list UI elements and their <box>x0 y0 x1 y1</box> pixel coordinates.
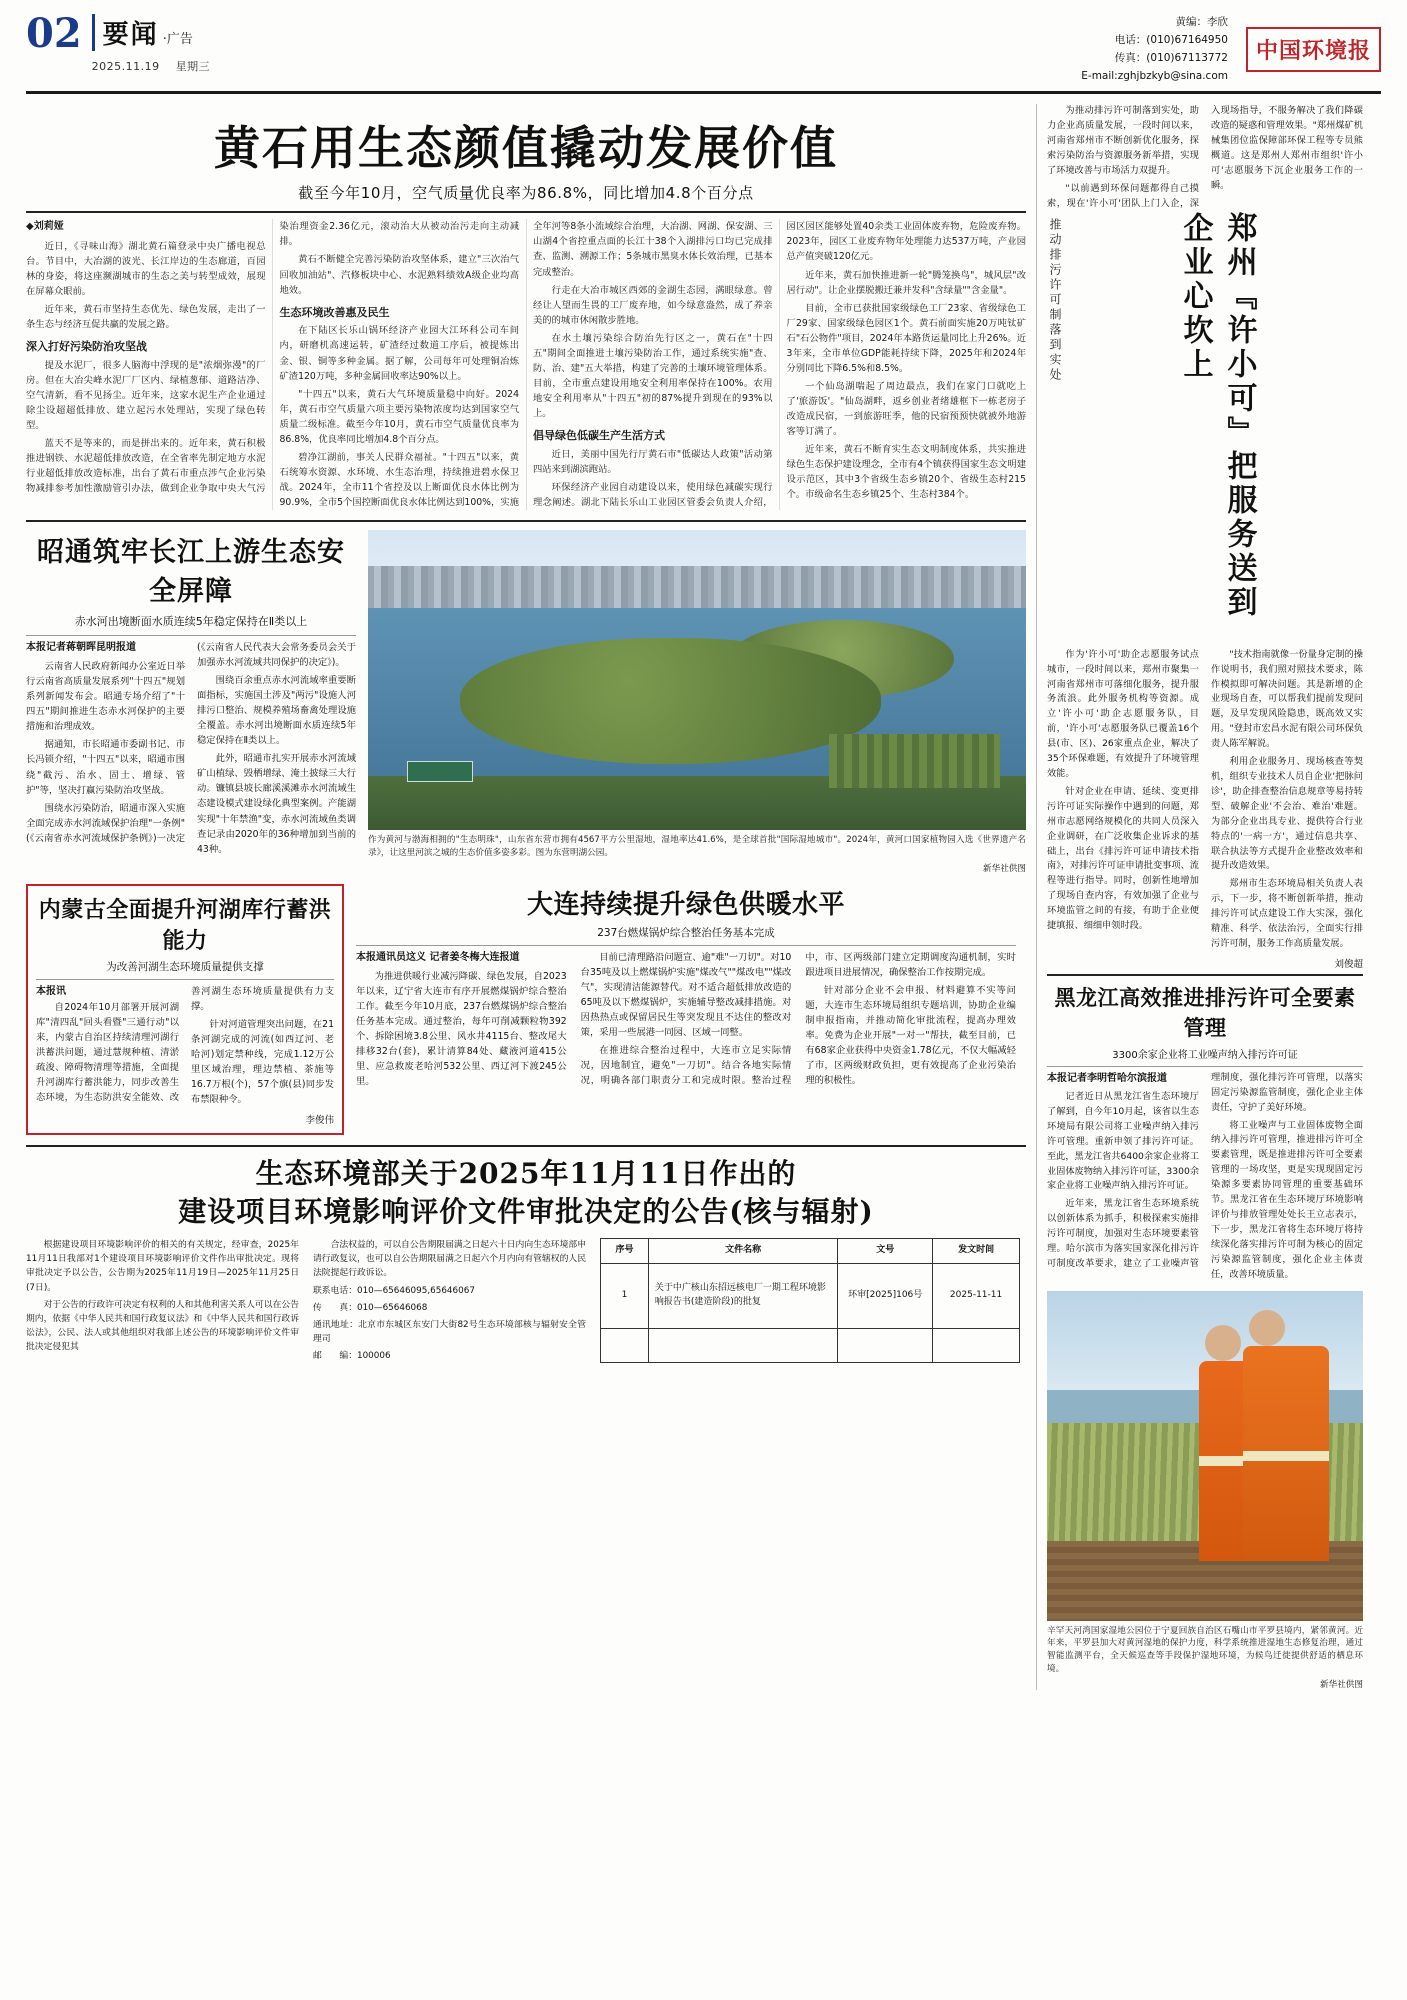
wetland-photo-caption: 作为黄河与渤海相拥的"生态明珠"，山东省东营市拥有4567平方公里湿地，湿地率达41.6%，是全球首批"国际湿地城市"。2024年，黄河口国家植物园入选《世界遗产名录》，让这里河滨之城的生态价值多姿多彩。图为东营明湖公园。 <box>368 834 1026 858</box>
zhengzhou-para: 郑州市生态环境局相关负责人表示，下一步，将不断创新举措，推动排污许可试点建设工作大实深，强化精准、科学、依法治污，全面实行排污许可制，服务工作高质量发展。 <box>1211 878 1363 949</box>
notice-text <box>26 1238 586 1363</box>
zhaotong-byline: 本报记者蒋朝晖昆明报道 <box>26 641 136 653</box>
dalian-para: 在推进综合整治过程中，大连市立足实际情况，因地制宜，避免"一刀切"。结合各地实际情况，明确各部门职责分工和完成时限。整治过程中，市、区两级部门建立定期调度沟通机制，实时跟进项目进展情况，确保整治工作按期完成。 <box>580 951 1016 1087</box>
phone-line: 电话：(010)67164950 <box>1114 33 1228 46</box>
table-header-row <box>601 1239 1020 1264</box>
masthead <box>26 10 1381 94</box>
wetland-photo-block <box>368 530 1026 874</box>
notice-contact-zip: 邮 编：100006 <box>313 1350 391 1361</box>
zhengzhou-body-top <box>1047 104 1363 211</box>
zhaotong-para: 围绕百余重点赤水河流域率重要断面指标，实施国土涉及"两污"设施人河排污口整治、规模养殖场畜禽处理设施全覆盖。赤水河出境断面水质连续5年稳定保持在Ⅱ类以上。 <box>197 675 356 747</box>
neimenggu-para: 自2024年10月部署开展河湖库"清四乱"回头看暨"三通行动"以来，内蒙古自治区持续清理河湖行洪蓄洪问题，通过慧规种植、清淤疏浚、障碍物清理等措施，全面提升河湖库行蓄洪能力，同步改善生态环境，为生态防洪安全能效、改善河湖生态环境质量提供有力支撑。 <box>36 985 334 1104</box>
issue-weekday: 星期三 <box>175 60 211 73</box>
lead-para: 黄石不断健全完善污染防治攻坚体系，建立"三次治气回收加油站"、汽修板块中心、水泥熟料绩效A级企业均高地效。 <box>279 254 519 296</box>
notice-contact-phone: 联系电话：010—65646095,65646067 <box>313 1285 475 1296</box>
notice-para: 根据建设项目环境影响评价的相关的有关规定，经审查，2025年11月11日我部对1个建设项目环境影响评价文件作出审批决定。现将审批决定予以公告，公告期为2025年11月19日—2025年11月25日(7日)。 <box>26 1240 299 1293</box>
notice-contact-address: 通讯地址：北京市东城区东安门大街82号生态环境部核与辐射安全管理司 <box>313 1319 586 1344</box>
neimenggu-article <box>26 884 344 1135</box>
dalian-article <box>356 884 1016 1135</box>
divider <box>1047 1066 1363 1067</box>
lead-para: 环保经济产业园自动建设以来，使用绿色减碳实现行理念阐述。湖北下陆长乐山工业园区管委会负责人介绍，园区园区能够处置40余类工业固体废弃物，危险废弃物。2023年，园区工业废弃物年处理能力达537万吨，产业园总产值突破120亿元。 <box>533 221 1026 508</box>
patrol-photo-caption: 辛罕天河湾国家湿地公园位于宁夏回族自治区石嘴山市平罗县境内，紧邻黄河。近年来，平罗县加大对黄河湿地的保护力度，科学系统推进湿地生态修复治理，通过智能监测平台，全天候巡查等手段保护湿地环境，为候鸟迁徙提供舒适的栖息环境。 <box>1047 1625 1363 1675</box>
heilongjiang-para: 近年来，黑龙江省生态环境系统以创新体系为抓手，积极探索实施排污许可制度，加强对生态环境要素管理。哈尔滨市为落实国家深化排污许可制度改革要求，建立了工业噪声管理制度，强化排污许可管理，以落实固定污染源监管制度，强化企业主体责任，守护了美好环境。 <box>1047 1071 1363 1269</box>
zhaotong-body <box>26 640 356 860</box>
notice-table <box>600 1238 1020 1363</box>
lead-para: 提及水泥厂，很多人脑海中浮现的是"浓烟弥漫"的厂房。但在大冶尖峰水泥厂厂区内、绿植葱郁、道路洁净、空气清新，看不见扬尘。近年来，这家水泥生产企业通过除尘设超超低排放、建立起污水处理站，实现了绿色转型。 <box>26 359 266 431</box>
lead-para: 近年来，黄石不断育实生态文明制度体系，共实推进绿色生态保护建设理念，全市有4个镇获得国家生态文明建设示范区，其中3个省级生态乡镇20个、省级生态村215个。市级命名生态乡镇25个、生态村384个。 <box>786 444 1026 501</box>
dalian-subtitle: 237台燃煤锅炉综合整治任务基本完成 <box>597 926 775 939</box>
cell-docnum: 环审[2025]106号 <box>838 1263 933 1328</box>
zhengzhou-title-block <box>1047 212 1363 642</box>
dalian-body <box>356 950 1016 1091</box>
divider <box>26 635 356 636</box>
right-column <box>1036 104 1363 1690</box>
zhengzhou-para: "以前遇到环保问题都得自己摸索，现在'许小可'团队上门入企，深入现场指导，不服务解决了我们降碳改造的疑惑和管理效果。"郑州煤矿机械集团位监保障部环保工程等专员熊概道。这是郑州人郑州市组织'许小可'志愿服务下沉企业服务工作的一瞬。 <box>1047 105 1363 209</box>
dalian-title: 大连持续提升绿色供暖水平 <box>526 889 845 920</box>
zhengzhou-para: 利用企业服务月、现场核查等契机，组织专业技术人员自企业'把脉问诊'，助企排查整治信息规章等易持转型、破解企业'不会治、难治'难题。为部分企业出具专业、提供符合行业特点的'一病一方'，通过信息共享、联合执法等方式提升企业整改效率和提升改造效果。 <box>1211 756 1363 872</box>
middle-section <box>26 520 1026 874</box>
editor-line: 黄编：李欣 <box>1175 16 1228 28</box>
lead-para: 目前，全市已获批国家级绿色工厂23家、省级绿色工厂29家、国家级绿色园区1个。黄石前面实施20万吨钛矿石"石公物件"项目，2024年本路货运量同比上升26%。近3年来，全市单位GDP能耗持续下降，2025年和2024年分别同比下降6.5%和8.5%。 <box>786 302 1026 374</box>
divider <box>36 979 334 980</box>
masthead-left <box>26 10 222 74</box>
heilongjiang-title: 黑龙江高效推进排污许可全要素管理 <box>1054 984 1356 1040</box>
section-title: 要闻 <box>102 20 159 50</box>
neimenggu-body <box>36 984 334 1108</box>
zhaotong-article <box>26 530 356 874</box>
zhengzhou-body-bottom <box>1047 648 1363 952</box>
neimenggu-byline: 本报讯 <box>36 985 66 997</box>
cell-index: 1 <box>601 1263 649 1328</box>
zhengzhou-para: "技术指南就像一份量身定制的操作说明书，我们照对照技术要求，陈作模拟即可解决问题。其是新增的企业现场自查，可以帮我们提前发现问题，及早发现风险隐患，既高效又实用。"登封市宏昌水泥有限公司环保负责人陈军解说。 <box>1211 648 1363 750</box>
wetland-photo <box>368 530 1026 830</box>
lead-para: 一个仙岛湖喘起了周边最点，我们在家门口就吃上了'旅游饭'。"仙岛湖畔，返乡创业者绪雄框下一栋老房子改造成民宿，一到旅游旺季，他的民宿预预快就被外地游客等订满了。 <box>786 380 1026 437</box>
lead-byline: ◆刘莉娅 <box>26 221 64 233</box>
divider <box>1047 974 1363 976</box>
neimenggu-title: 内蒙古全面提升河湖库行蓄洪能力 <box>38 896 332 954</box>
zhengzhou-subtitle: 推动排污许可制落到实处 <box>1048 217 1062 383</box>
wetland-photo-credit: 新华社供图 <box>983 863 1026 874</box>
zhaotong-para: 云南省人民政府新闻办公室近日举行云南省高质量发展系列"十四五"规划系列新闻发布会。昭通专场介绍了"十四五"期间推进生态赤水河保护的主要措施和治理成效。 <box>26 661 185 733</box>
notice-title-line2: 建设项目环境影响评价文件审批决定的公告(核与辐射) <box>178 1194 874 1228</box>
lead-section-heading: 倡导绿色低碳生产生活方式 <box>533 428 665 442</box>
lead-para: 蓝天不是等来的，而是拼出来的。近年来，黄石积极推进钢铁、水泥超低排放改造，在全省率先制定地方水泥行业超低排放改造标准，出台了黄石市重点涉气企业污染物减排参考加性激励管引办法，做到企业争取中央大气污染治理资金2.36亿元，滚动治大从被动治污走向主动减排。 <box>26 221 519 495</box>
lead-para: 在下陆区长乐山锅环经济产业园大江环科公司车间内，研磨机高速运转，矿渣经过数道工序后，被提炼出金、银、铜等多种金属。据了解，公司每年可处理铜冶炼矿渣120万吨，多种金属回收率达90%以上。 <box>279 325 519 382</box>
zhaotong-title: 昭通筑牢长江上游生态安全屏障 <box>37 536 345 607</box>
main-content <box>26 104 1026 1690</box>
issue-date: 2025.11.19 <box>91 60 160 73</box>
table-row <box>601 1328 1020 1362</box>
heilongjiang-body <box>1047 1071 1363 1283</box>
masthead-right <box>1081 14 1381 85</box>
section-subtitle: ·广告 <box>162 32 193 47</box>
official-notice <box>26 1145 1026 1363</box>
heilongjiang-subtitle: 3300余家企业将工业噪声纳入排污许可证 <box>1112 1049 1298 1061</box>
lead-para: 碧净江湖前，事关人民群众福祉。"十四五"以来，黄石统筹水资源、水环境、水生态治理，持续推进碧水保卫战。2024年，全市11个省控及以上断面优良水体比例为90.9%，全市5个国控断面优良水体比例达到100%，实施全年河等8条小流域综合治理，大冶湖、网湖、保安湖、三山湖4个省控重点面的长江十38个入湖排污口均已完成排查、监测、溯源工作；5条城市黑臭水体长效治理，已基本完成整治。 <box>279 221 773 508</box>
fax-line: 传真：(010)67113772 <box>1114 51 1228 64</box>
zhengzhou-signature: 刘俊超 <box>1334 958 1363 970</box>
zhaotong-para: 据通知，市长昭通市委副书记、市长冯锁介绍，"十四五"以来，昭通市围绕"截污、治水、固土、增绿、管护"等，坚决打赢污染防治攻坚战。 <box>26 739 185 796</box>
lead-para: 行走在大冶市城区西郊的金湖生态园，满眼绿意。曾经让人望而生畏的工厂废弃地，如今绿意盎然，成了养亲美的的城市休闲散步胜地。 <box>533 284 773 326</box>
notice-title-line1: 生态环境部关于2025年11月11日作出的 <box>255 1156 797 1190</box>
lower-section <box>26 884 1026 1135</box>
divider <box>356 945 1016 946</box>
zhaotong-para: 此外，昭通市扎实开展赤水河流域矿山植绿、毁栖增绿、淹土披绿三大行动。镰镇县坡长廊溪溪滩赤水河流域生态建设模式建设绿化典型案例。产能湖实现"十年禁渔"变，赤水河流域鱼类调查记录由2020年的36种增加到当前的43种。 <box>197 753 356 855</box>
neimenggu-subtitle: 为改善河湖生态环境质量提供支撑 <box>106 960 264 973</box>
zhengzhou-para: 为推动排污许可制落到实处，助力企业高质量发展，一段时间以来，河南省郑州市不断创新优化服务，探索污染防治与资源服务新举措，实现了环境改善与市场活力双提升。 <box>1047 105 1199 176</box>
lead-subhead: 截至今年10月，空气质量优良率为86.8%，同比增加4.8个百分点 <box>298 184 754 203</box>
brand-logo: 中国环境报 <box>1246 27 1381 72</box>
dalian-para: 目前已清理路沿问题宣、逾"难"一刀切"。对10台35吨及以上燃煤锅炉实施"煤改气""煤改电""煤改气"，实现清洁能源替代。对不适合超低排放改造的65吨及以下燃煤锅炉，实施辅导整改减排措施。对因热热点或保留居民生等突发现且不达住的整改对策，采用一些展港一同园、区域一同整。 <box>580 951 792 1038</box>
page-number: 02 <box>26 10 82 57</box>
lead-para: 近年来，黄石加快推进新一轮"腾笼换鸟"，城风层"改居行动"。让企业摆脱搬迁兼并发科"含绿量""含金量"。 <box>786 269 1026 296</box>
neimenggu-signature: 李俊伟 <box>305 1114 334 1126</box>
patrol-photo <box>1047 1291 1363 1621</box>
lead-headline: 黄石用生态颜值撬动发展价值 <box>214 121 838 176</box>
notice-para: 对于公告的行政许可决定有权利的人和其他利害关系人可以在公告期内，依据《中华人民共和国行政复议法》和《中华人民共和国行政诉讼法》，公民、法人或其他组织对我部上述公告的环境影响评价文件审批决定侵犯其 <box>26 1299 299 1352</box>
cell-date: 2025-11-11 <box>933 1263 1020 1328</box>
th-docnum: 文号 <box>838 1239 933 1264</box>
notice-contact-fax: 传 真：010—65646068 <box>313 1302 428 1313</box>
zhaotong-subtitle: 赤水河出境断面水质连续5年稳定保持在Ⅱ类以上 <box>74 614 308 628</box>
heilongjiang-para: 记者近日从黑龙江省生态环境厅了解到，自今年10月起，该省以生态环境局有限公司将工业噪声纳入排污许可管理。重新申领了排污许可证。至此，黑龙江省共6400余家企业将工业固体废物纳入排污许可证，3300余家企业将工业噪声纳入排污许可证。 <box>1047 1091 1200 1192</box>
zhengzhou-para: 针对企业在申请、延续、变更排污许可证实际操作中遇到的问题，郑州市志愿网络规模化的共同人员深入企业调研，在广泛收集企业诉求的基础上，出台《排污许可证申请技术指南》，对排污许可证申请批变事项、流程等进行指导。同时，创新性地增加了现场自查内容，有效加强了企业与环境监管之间的有接，有助于企业便捷填报、细细申领时段。 <box>1047 785 1199 932</box>
heilongjiang-para: 将工业噪声与工业固体废物全面纳入排污许可管理，推进排污许可全要素管理，既是推进排污许可全要素管理的一场攻坚，更是实现现固定污染源多要素协同管理的重要基础环节。黑龙江省在生态环境厅环境影响评价与排放管理处处长王立志表示，下一步，黑龙江省将生态环境厅将持续深化落实排污许可制为核心的固定污染源监管制度，强化企业主体责任，改善环境质量。 <box>1211 1119 1363 1280</box>
lead-para: 近日，美丽中国先行厅黄石市"低碳达人政策"活动第四站来到湖滨跑站。 <box>533 448 773 475</box>
table-row <box>601 1263 1020 1328</box>
th-filename: 文件名称 <box>648 1239 837 1264</box>
heilongjiang-byline: 本报记者李明哲哈尔滨报道 <box>1047 1072 1167 1084</box>
dalian-para: 为推进供暖行业减污降碳、绿色发展，自2023年以来，辽宁省大连市有序开展燃煤锅炉综合整治工作。截至今年10月底，237台燃煤锅炉综合整治任务基本完成。通过整治，每年可削减颗粒物392个、拆除困境3.8公里、风水井4115台、整改尾大排移32台(套)，累计清算84处、藏液河道415公里、应急救废老哈河532公里、西辽河下渡245公里。 <box>356 970 567 1088</box>
dalian-byline: 本报通讯员这义 记者姜冬梅大连报道 <box>356 951 520 963</box>
email-line: E-mail:zghjbzkyb@sina.com <box>1081 69 1228 82</box>
zhengzhou-title: 郑州『许小可』把服务送到企业心坎上 <box>1177 211 1257 620</box>
lead-section-heading: 生态环境改善惠及民生 <box>279 305 390 319</box>
lead-section-heading: 深入打好污染防治攻坚战 <box>26 339 147 353</box>
lead-para: 近年来，黄石市坚持生态优先、绿色发展，走出了一条生态与经济互促共赢的发展之路。 <box>26 303 266 330</box>
patrol-photo-credit: 新华社供图 <box>1320 1680 1363 1691</box>
notice-para: 合法权益的，可以自公告期限届满之日起六十日内向生态环境部申请行政复议，也可以自公告期限届满之日起六个月内向有管辖权的人民法院提起行政诉讼。 <box>313 1240 586 1279</box>
cell-filename: 关于中广核山东招远核电厂一期工程环境影响报告书(建造阶段)的批复 <box>648 1263 837 1328</box>
lead-para: 近日，《寻味山海》湖北黄石篇登录中央广播电视总台。节目中，大冶湖的波光、长江岸边的生态廊道，百园林的身姿，将这座濒湖城市的生态之美与转型成效，展现在屏幕众眼前。 <box>26 240 266 297</box>
zhengzhou-para: 作为'许小可'助企志愿服务试点城市，一段时间以来，郑州市聚集一河南省郑州市可落细化服务，提升服务流浪。此外服务机构等资源。成立'许小可'助企志愿服务队，目前，'许小可'志愿服务队已覆盖16个县(市、区)、26家重点企业，解决了35个环保难题，有效提升了环境管理效能。 <box>1047 648 1199 779</box>
lead-article-body <box>26 219 1026 510</box>
dalian-para: 针对部分企业不会申报、材料避算不实等问题，大连市生态环境局组织专题培训，协助企业编制申报指南，并推动简化审批流程，提高办理效率。免费为企业开展"一对一"帮扶，截至目前，已有68家企业获得中央资金1.78亿元，不仅大幅减轻了市，区两级财政负担，更有效提高了企业污染治理的积极性。 <box>805 984 1016 1087</box>
th-date: 发文时间 <box>933 1239 1020 1264</box>
lead-para: "十四五"以来，黄石大气环境质量稳中向好。2024年，黄石市空气质量六项主要污染物浓度均达到国家空气质量二级标准。截至今年10月，黄石市空气质量优良率为86.8%，优良率同比增加4.8个百分点。 <box>279 388 519 445</box>
lead-para: 在水土壤污染综合防治先行区之一，黄石在"十四五"期间全面推进土壤污染防治工作，通过系统实施"查、防、治、建"五大举措，构建了完善的土壤环境管理体系。目前，全市重点建设用地安全利用率保持在100%。农用地安全利用率从"十四五"初的87%提升到现在的93%以上。 <box>533 332 773 419</box>
zhaotong-para: 围绕水污染防治，昭通市深入实施全面完成赤水河流域保护治理"一条例"(《云南省赤水河流域保护条例》)一决定(《云南省人民代表大会常务委员会关于加强赤水河流域共同保护的决定》)。 <box>26 641 356 844</box>
th-index: 序号 <box>601 1239 649 1264</box>
divider <box>26 211 1026 213</box>
neimenggu-para: 针对河道管理突出问题，在21条河湖完成的河流(如西辽河、老哈河)划定禁种线，完成1.12万公里区域治理，理边禁植、茶施等16.7万根(个)，57个旗(县)同步发布禁限种令。 <box>191 1018 334 1106</box>
